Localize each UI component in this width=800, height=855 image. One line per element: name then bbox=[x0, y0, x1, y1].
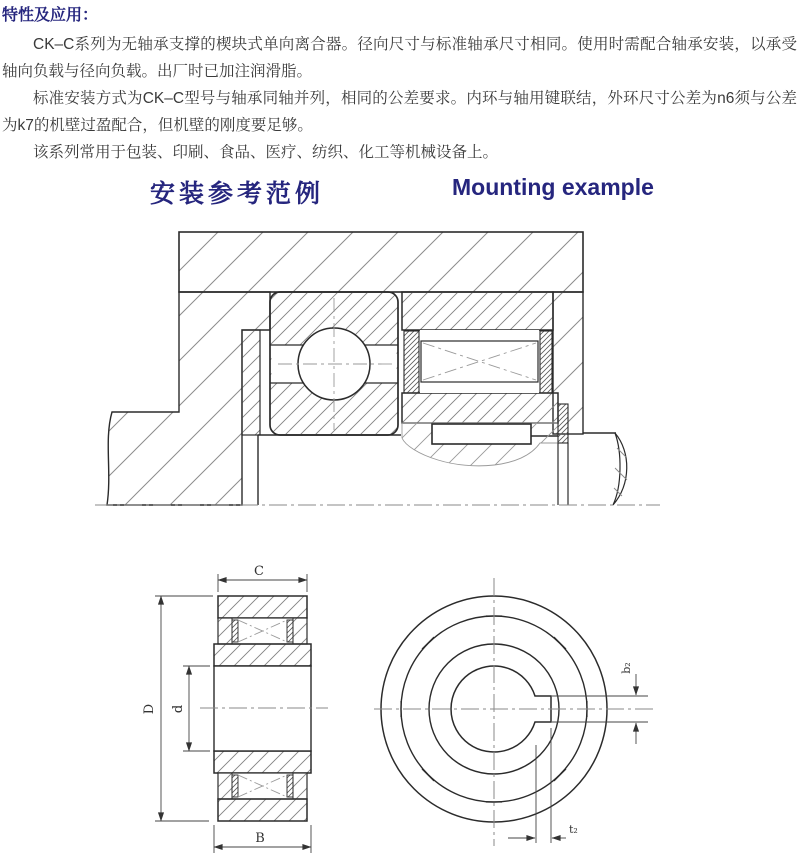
shaft-shoulder-spacer bbox=[242, 330, 260, 435]
shaft-key bbox=[432, 424, 531, 444]
heading-en: Mounting example bbox=[452, 174, 654, 200]
section-title: 特性及应用： bbox=[2, 7, 99, 24]
dimension-C bbox=[218, 564, 307, 592]
svg-text:t₂: t₂ bbox=[569, 823, 578, 836]
ball-bearing-section bbox=[270, 292, 398, 435]
paragraph-2: 标准安装方式为CK–C型号与轴承同轴并列，相同的公差要求。内环与轴用键联结，外环尺寸公差为n6须与公差为k7的机壁过盈配合，但机壁的刚度要足够。 bbox=[2, 90, 797, 134]
svg-text:D: D bbox=[142, 703, 157, 715]
paragraph-3: 该系列常用于包装、印刷、食品、医疗、纺织、化工等机械设备上。 bbox=[33, 144, 499, 161]
clutch-end-plate-right bbox=[540, 331, 552, 393]
heading-zh: 安装参考范例 bbox=[150, 180, 325, 208]
svg-text:b₂: b₂ bbox=[620, 662, 633, 674]
svg-text:C: C bbox=[254, 564, 264, 579]
svg-text:d: d bbox=[171, 704, 186, 714]
clutch-end-plate-left bbox=[404, 331, 419, 393]
paragraph-1: CK–C系列为无轴承支撑的楔块式单向离合器。径向尺寸与标准轴承尺寸相同。使用时需配合轴承安装，以承受轴向负载与径向负载。出厂时已加注润滑脂。 bbox=[2, 36, 797, 80]
front-view-drawing bbox=[374, 578, 654, 846]
dimension-B bbox=[214, 825, 311, 853]
clutch-section bbox=[402, 292, 568, 466]
locating-ring bbox=[558, 404, 568, 443]
section-view-drawing bbox=[142, 564, 328, 853]
mounting-example-drawing bbox=[95, 232, 660, 505]
svg-text:B: B bbox=[255, 831, 265, 846]
dimension-b2 bbox=[552, 662, 648, 744]
